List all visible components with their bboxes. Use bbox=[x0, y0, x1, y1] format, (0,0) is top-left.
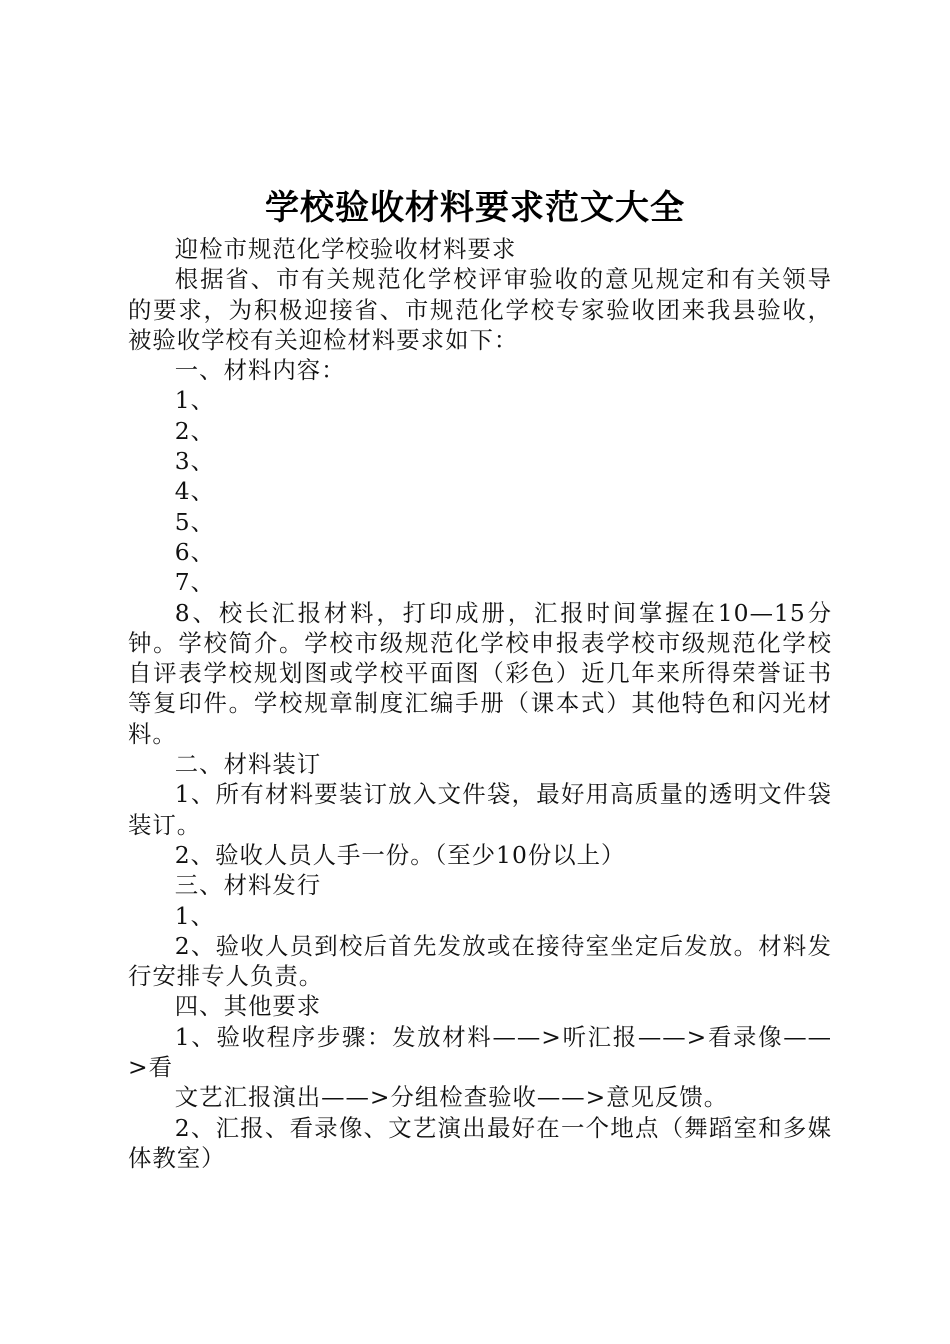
binding-item-2: 2、验收人员人手一份。（至少10份以上） bbox=[174, 840, 626, 869]
list-item-4: 4、 bbox=[174, 477, 216, 506]
binding-item-1: 1、所有材料要装订放入文件袋，最好用高质量的透明文件袋装订。 bbox=[128, 780, 832, 839]
other-item-2: 2、汇报、看录像、文艺演出最好在一个地点（舞蹈室和多媒体教室） bbox=[128, 1113, 832, 1172]
document-title: 学校验收材料要求范文大全 bbox=[265, 188, 685, 228]
other-item-1: 1、验收程序步骤：发放材料——>听汇报——>看录像——>看 bbox=[128, 1022, 832, 1082]
distribution-item-1: 1、 bbox=[174, 901, 216, 930]
list-item-7: 7、 bbox=[174, 568, 216, 597]
section-heading-3: 三、材料发行 bbox=[174, 871, 322, 900]
list-item-3: 3、 bbox=[174, 447, 216, 476]
list-item-5: 5、 bbox=[174, 507, 216, 536]
section-heading-1: 一、材料内容： bbox=[174, 356, 346, 385]
document-body bbox=[128, 234, 832, 1173]
list-item-6: 6、 bbox=[174, 537, 216, 566]
paragraph-intro: 根据省、市有关规范化学校评审验收的意见规定和有关领导的要求，为积极迎接省、市规范化学校专家验收团来我县验收，被验收学校有关迎检材料要求如下： bbox=[128, 265, 832, 354]
list-item-8: 8、校长汇报材料，打印成册，汇报时间掌握在10—15分钟。学校简介。学校市级规范化学校申报表学校市级规范化学校自评表学校规划图或学校平面图（彩色）近几年来所得荣誉证书等复印件。学校规章制度汇编手册（课本式）其他特色和闪光材料。 bbox=[128, 598, 832, 748]
list-item-2: 2、 bbox=[174, 416, 216, 445]
paragraph-subtitle: 迎检市规范化学校验收材料要求 bbox=[174, 235, 517, 263]
list-item-1: 1、 bbox=[174, 386, 216, 415]
section-heading-2: 二、材料装订 bbox=[174, 750, 322, 779]
other-item-1-continued: 文艺汇报演出——>分组检查验收——>意见反馈。 bbox=[174, 1083, 729, 1112]
section-heading-4: 四、其他要求 bbox=[174, 992, 322, 1021]
distribution-item-2: 2、验收人员到校后首先发放或在接待室坐定后发放。材料发行安排专人负责。 bbox=[128, 931, 832, 991]
